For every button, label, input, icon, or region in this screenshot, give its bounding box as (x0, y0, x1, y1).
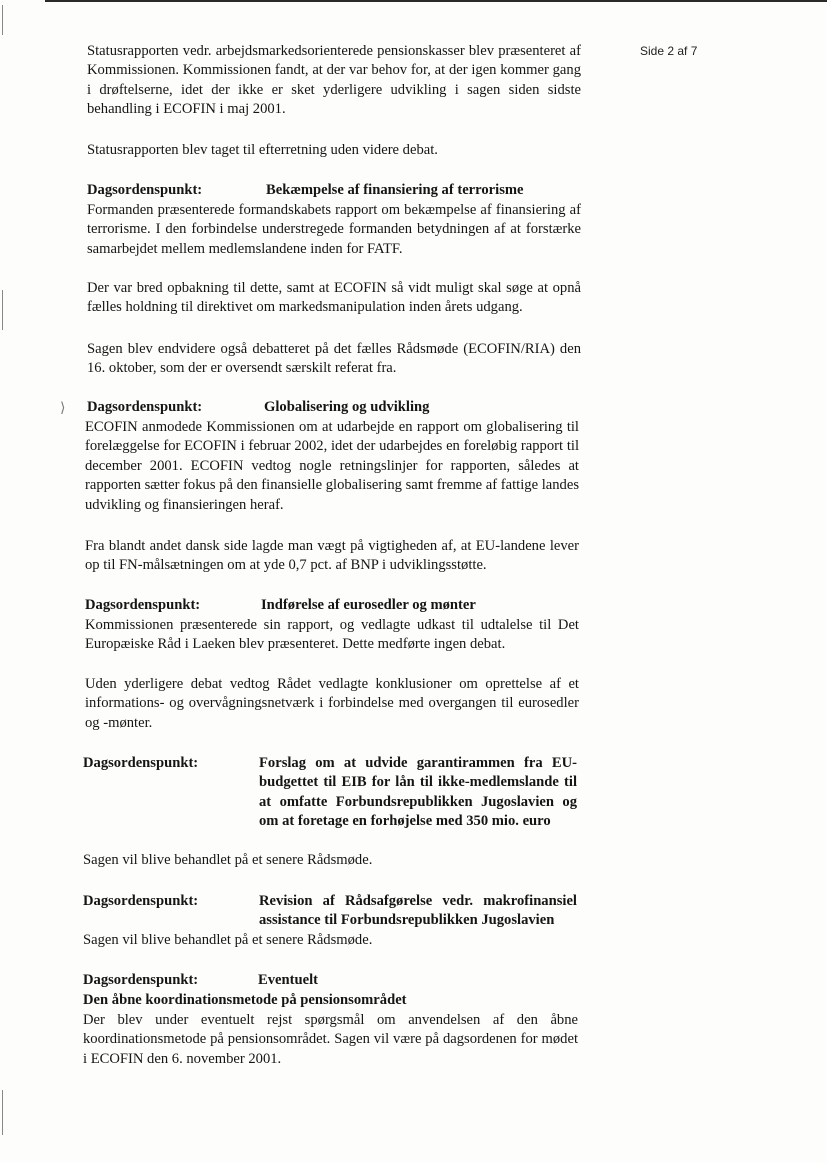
agenda-title: Revision af Rådsafgørelse vedr. makrofinansiel assistance til Forbundsrepublikken Jugoslavien (259, 893, 577, 929)
agenda-label: Dagsordenspunkt: (83, 893, 199, 909)
scan-mark (2, 1090, 3, 1135)
agenda-title: Bekæmpelse af finansiering af terrorisme (266, 182, 524, 198)
paragraph: Der blev under eventuelt rejst spørgsmål om anvendelsen af den åbne koordinationsmetode på pensionsområdet. Sagen vil være på dagsordenen for mødet i ECOFIN den 6. november 2001. (83, 1012, 578, 1067)
scan-mark (2, 290, 3, 330)
scan-mark (2, 5, 3, 35)
paragraph: Kommissionen præsenterede sin rapport, og vedlagte udkast til udtalelse til Det Europæiske Råd i Laeken blev præsenteret. Dette medførte ingen debat. (85, 617, 579, 653)
margin-bracket-icon: ⟩ (60, 400, 66, 416)
paragraph: ECOFIN anmodede Kommissionen om at udarbejde en rapport om globalisering til forelæggelse for ECOFIN i februar 2002, idet der udarbejdes en foreløbig rapport til december 2001. ECOFIN vedtog nogle retningslinjer for rapporten, således at rapporten sætter fokus på den finansielle globalisering samt fremme af fattige landes udvikling og finansieringen heraf. (85, 419, 579, 513)
paragraph: Der var bred opbakning til dette, samt at ECOFIN så vidt muligt skal søge at opnå fælles holdning til direktivet om markedsmanipulation inden årets udgang. (87, 280, 581, 316)
paragraph: Sagen blev endvidere også debatteret på det fælles Rådsmøde (ECOFIN/RIA) den 16. oktober, som der er oversendt særskilt referat fra. (87, 341, 581, 377)
paragraph: Fra blandt andet dansk side lagde man vægt på vigtigheden af, at EU-landene lever op til FN-målsætningen om at yde 0,7 pct. af BNP i udviklingsstøtte. (85, 538, 579, 574)
agenda-title: Eventuelt (258, 972, 318, 988)
paragraph: Formanden præsenterede formandskabets rapport om bekæmpelse af finansiering af terrorisme. I den forbindelse understregede formanden betydningen af at forstærke samarbejdet mellem medlemslandene inden for FATF. (87, 202, 581, 257)
paragraph: Sagen vil blive behandlet på et senere Rådsmøde. (83, 852, 373, 868)
agenda-title: Indførelse af eurosedler og mønter (261, 597, 476, 613)
paragraph: Statusrapporten blev taget til efterretning uden videre debat. (87, 142, 438, 158)
paragraph: Sagen vil blive behandlet på et senere Rådsmøde. (83, 932, 373, 948)
top-rule (45, 0, 827, 2)
agenda-title: Forslag om at udvide garantirammen fra EU-budgettet til EIB for lån til ikke-medlemslande til at omfatte Forbundsrepublikken Jugoslavien og om at foretage en forhøjelse med 350 mio. euro (259, 755, 577, 830)
agenda-label: Dagsordenspunkt: (83, 755, 199, 771)
agenda-label: Dagsordenspunkt: (85, 597, 201, 613)
paragraph: Statusrapporten vedr. arbejdsmarkedsorienterede pensionskasser blev præsenteret af Kommissionen. Kommissionen fandt, at der var behov for, at der igen kommer gang i drøftelserne, idet der ikke er sket yderligere udvikling i sagen siden sidste behandling i ECOFIN i maj 2001. (87, 43, 581, 118)
agenda-label: Dagsordenspunkt: (87, 399, 203, 415)
agenda-subtitle: Den åbne koordinationsmetode på pensionsområdet (83, 992, 407, 1008)
agenda-label: Dagsordenspunkt: (83, 972, 199, 988)
agenda-title: Globalisering og udvikling (264, 399, 430, 415)
page-number: Side 2 af 7 (640, 44, 698, 58)
paragraph: Uden yderligere debat vedtog Rådet vedlagte konklusioner om oprettelse af et informations- og overvågningsnetværk i forbindelse med overgangen til eurosedler og -mønter. (85, 676, 579, 731)
agenda-label: Dagsordenspunkt: (87, 182, 203, 198)
